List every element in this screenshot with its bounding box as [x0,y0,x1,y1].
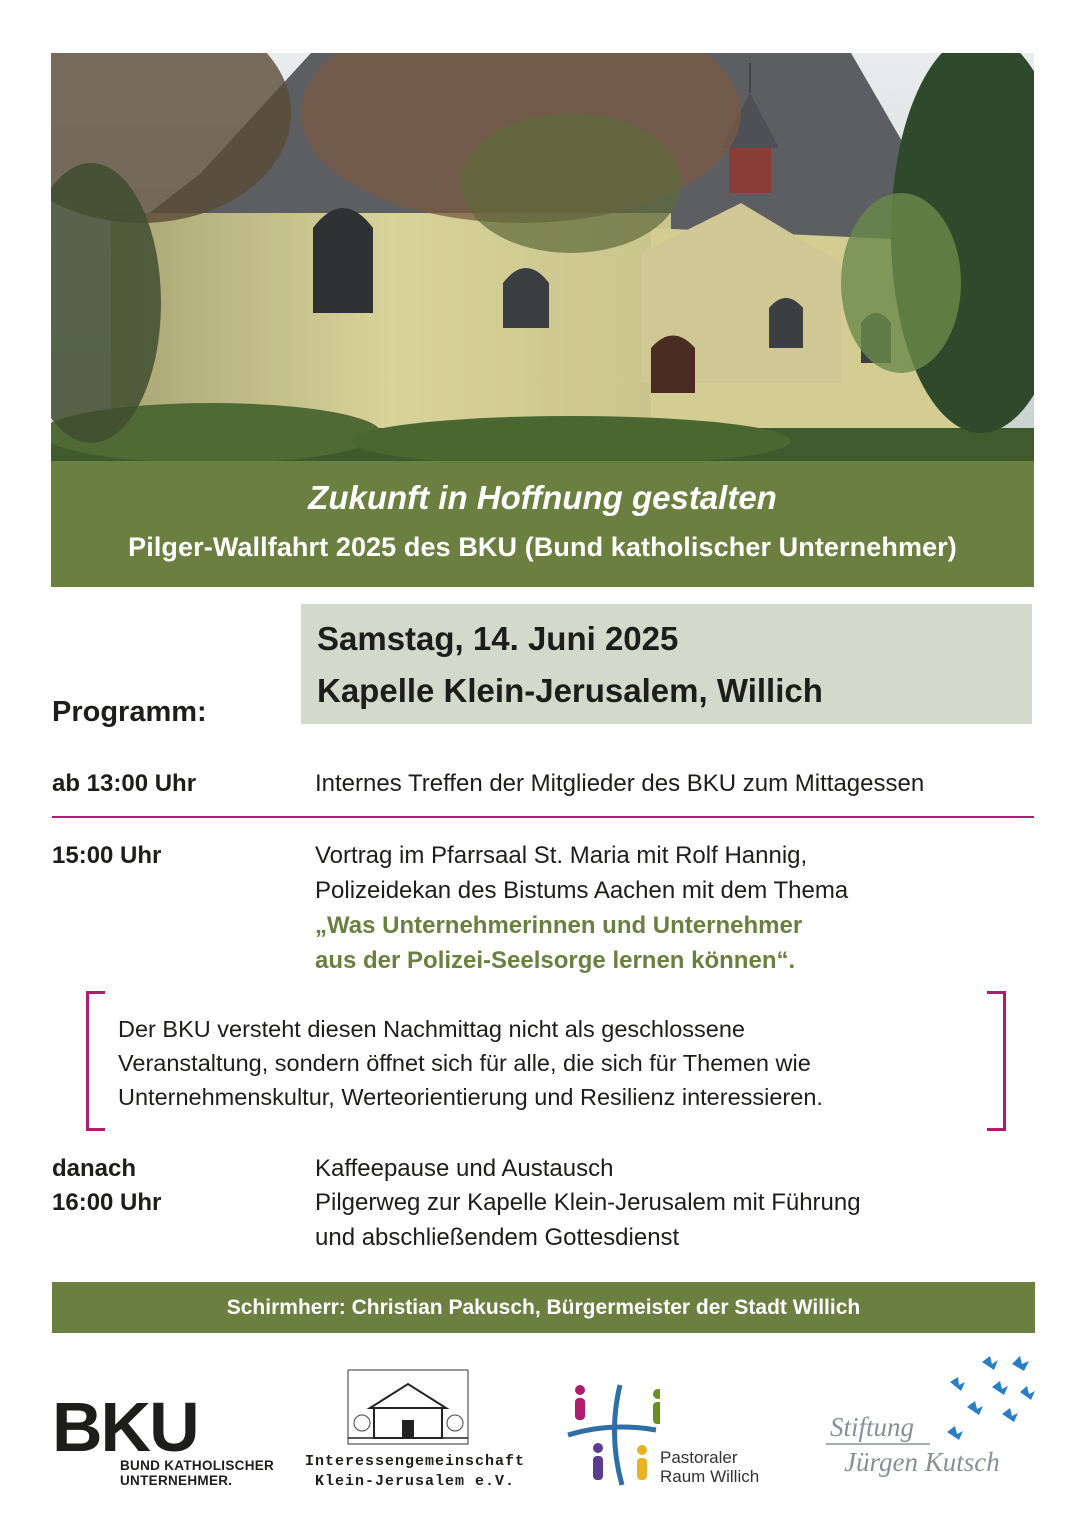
pastoral-line2: Raum Willich [660,1467,760,1486]
program-text-4 [315,1185,1035,1255]
ig-line2: Klein-Jerusalem e.V. [314,1473,516,1490]
program-text-3: Kaffeepause und Austausch [315,1155,614,1182]
bku-logo-text [120,1458,274,1488]
lecture-topic-line1: „Was Unternehmerinnen und Unternehmer [315,912,803,939]
divider-line [52,816,1034,818]
note-line3: Unternehmenskultur, Werteorientierung und Resilienz interessieren. [118,1084,823,1110]
program-time-4: 16:00 Uhr [52,1189,162,1216]
program-text-2 [315,838,1035,978]
bku-mark: BKU [52,1388,198,1466]
program-time-2: 15:00 Uhr [52,842,162,869]
lecture-topic-line2: aus der Polizei-Seelsorge lernen können“. [315,947,796,974]
chapel-photo [51,53,1034,461]
title-band [51,461,1034,587]
stiftung-line2: Jürgen Kutsch [844,1447,1000,1477]
cross-figures-icon [560,1380,660,1490]
note-line1: Der BKU versteht diesen Nachmittag nicht als geschlossene [118,1016,745,1042]
ig-line1: Interessengemeinschaft [304,1453,526,1470]
patron-band: Schirmherr: Christian Pakusch, Bürgermeister der Stadt Willich [52,1282,1035,1333]
open-event-note [118,1012,998,1114]
bku-line1: BUND KATHOLISCHER [120,1458,275,1473]
bku-logo [52,1388,282,1492]
event-subtitle: Pilger-Wallfahrt 2025 des BKU (Bund katholischer Unternehmer) [128,532,957,562]
note-line2: Veranstaltung, sondern öffnet sich für alle, die sich für Themen wie [118,1050,811,1076]
ig-klein-jerusalem-logo [300,1368,530,1498]
event-place: Kapelle Klein-Jerusalem, Willich [317,672,823,709]
program-text-2-line1: Vortrag im Pfarrsaal St. Maria mit Rolf Hannig, [315,842,808,869]
pastoraler-raum-logo [560,1380,790,1490]
program-heading: Programm: [52,696,207,728]
bku-line2: UNTERNEHMER. [120,1473,233,1488]
event-date: Samstag, 14. Juni 2025 [317,620,679,657]
program-text-2-line2: Polizeidekan des Bistums Aachen mit dem Thema [315,877,849,904]
program-text-1: Internes Treffen der Mitglieder des BKU zum Mittagessen [315,770,925,797]
program-time-3: danach [52,1155,137,1182]
program-text-4-line2: und abschließendem Gottesdienst [315,1224,680,1251]
program-text-4-line1: Pilgerweg zur Kapelle Klein-Jerusalem mit Führung [315,1189,861,1216]
stiftung-line1: Stiftung [830,1412,915,1442]
ig-logo-text [300,1452,530,1492]
stiftung-juergen-kutsch-logo [822,1352,1042,1492]
engraving-icon [300,1368,530,1448]
bracket-left [86,991,105,1131]
pastoral-line1: Pastoraler [660,1448,738,1467]
pastoral-logo-text [660,1448,759,1486]
program-time-1: ab 13:00 Uhr [52,770,197,797]
event-title: Zukunft in Hoffnung gestalten [308,479,777,516]
date-box [301,604,1032,724]
